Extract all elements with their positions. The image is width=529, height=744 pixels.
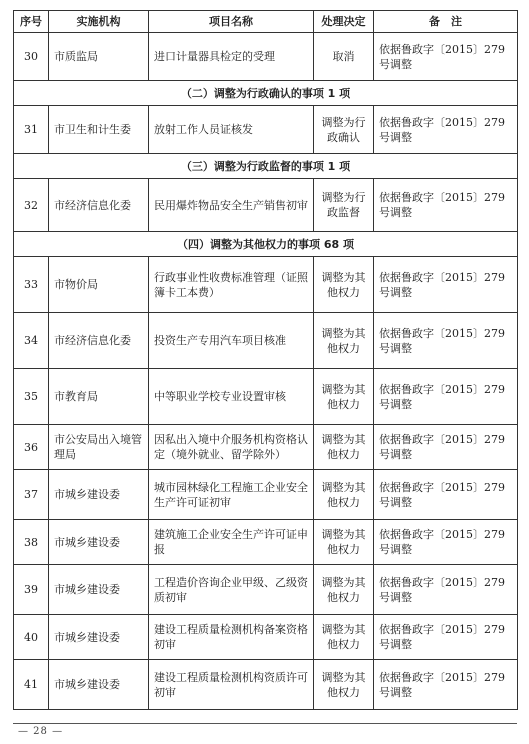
row-note: 依据鲁政字〔2015〕279号调整: [374, 660, 518, 710]
row-no: 34: [14, 313, 49, 369]
row-decision: 调整为其他权力: [314, 425, 374, 470]
table-row: [14, 425, 518, 470]
row-name: 建设工程质量检测机构备案资格初审: [149, 615, 314, 660]
row-note: 依据鲁政字〔2015〕279号调整: [374, 615, 518, 660]
table-row: [14, 520, 518, 565]
row-name: 民用爆炸物品安全生产销售初审: [149, 179, 314, 232]
row-note: 依据鲁政字〔2015〕279号调整: [374, 369, 518, 425]
table-row: [14, 179, 518, 232]
row-name: 进口计量器具检定的受理: [149, 33, 314, 81]
row-org: 市教育局: [49, 369, 149, 425]
row-decision: 调整为行政监督: [314, 179, 374, 232]
row-decision: 调整为行政确认: [314, 106, 374, 154]
row-no: 32: [14, 179, 49, 232]
header-note: 备 注: [374, 11, 518, 33]
row-note: 依据鲁政字〔2015〕279号调整: [374, 179, 518, 232]
section-row: [14, 232, 518, 257]
page-number: — 28 —: [18, 726, 64, 737]
row-note: 依据鲁政字〔2015〕279号调整: [374, 106, 518, 154]
row-org: 市城乡建设委: [49, 660, 149, 710]
row-name: 行政事业性收费标准管理（证照簿卡工本费）: [149, 257, 314, 313]
row-no: 38: [14, 520, 49, 565]
table-row: [14, 470, 518, 520]
table-row: [14, 313, 518, 369]
row-no: 30: [14, 33, 49, 81]
row-note: 依据鲁政字〔2015〕279号调整: [374, 470, 518, 520]
row-decision: 调整为其他权力: [314, 520, 374, 565]
row-decision: 取消: [314, 33, 374, 81]
row-name: 中等职业学校专业设置审核: [149, 369, 314, 425]
table-row: [14, 369, 518, 425]
table-row: [14, 660, 518, 710]
row-no: 39: [14, 565, 49, 615]
row-note: 依据鲁政字〔2015〕279号调整: [374, 425, 518, 470]
section-title: （二）调整为行政确认的事项 1 项: [14, 81, 518, 106]
row-org: 市公安局出入境管理局: [49, 425, 149, 470]
row-no: 33: [14, 257, 49, 313]
section-title: （三）调整为行政监督的事项 1 项: [14, 154, 518, 179]
row-name: 工程造价咨询企业甲级、乙级资质初审: [149, 565, 314, 615]
row-note: 依据鲁政字〔2015〕279号调整: [374, 257, 518, 313]
row-org: 市城乡建设委: [49, 615, 149, 660]
header-no: 序号: [14, 11, 49, 33]
row-org: 市城乡建设委: [49, 565, 149, 615]
row-org: 市质监局: [49, 33, 149, 81]
table-row: [14, 565, 518, 615]
row-decision: 调整为其他权力: [314, 257, 374, 313]
row-name: 放射工作人员证核发: [149, 106, 314, 154]
adjustment-table: [13, 10, 518, 710]
table-header-row: [14, 11, 518, 33]
row-org: 市城乡建设委: [49, 520, 149, 565]
row-decision: 调整为其他权力: [314, 615, 374, 660]
row-decision: 调整为其他权力: [314, 313, 374, 369]
row-note: 依据鲁政字〔2015〕279号调整: [374, 520, 518, 565]
row-name: 城市园林绿化工程施工企业安全生产许可证初审: [149, 470, 314, 520]
table-row: [14, 33, 518, 81]
row-name: 建设工程质量检测机构资质许可初审: [149, 660, 314, 710]
row-no: 37: [14, 470, 49, 520]
row-org: 市城乡建设委: [49, 470, 149, 520]
table-row: [14, 615, 518, 660]
row-no: 31: [14, 106, 49, 154]
table-row: [14, 257, 518, 313]
header-org: 实施机构: [49, 11, 149, 33]
section-row: [14, 81, 518, 106]
table-row: [14, 106, 518, 154]
row-org: 市卫生和计生委: [49, 106, 149, 154]
section-row: [14, 154, 518, 179]
row-note: 依据鲁政字〔2015〕279号调整: [374, 565, 518, 615]
row-org: 市经济信息化委: [49, 313, 149, 369]
row-no: 40: [14, 615, 49, 660]
row-no: 36: [14, 425, 49, 470]
section-title: （四）调整为其他权力的事项 68 项: [14, 232, 518, 257]
footer-divider: [13, 723, 517, 724]
row-no: 41: [14, 660, 49, 710]
row-note: 依据鲁政字〔2015〕279号调整: [374, 313, 518, 369]
row-decision: 调整为其他权力: [314, 470, 374, 520]
row-org: 市物价局: [49, 257, 149, 313]
row-name: 因私出入境中介服务机构资格认定（境外就业、留学除外）: [149, 425, 314, 470]
row-org: 市经济信息化委: [49, 179, 149, 232]
row-decision: 调整为其他权力: [314, 565, 374, 615]
row-name: 建筑施工企业安全生产许可证申报: [149, 520, 314, 565]
row-decision: 调整为其他权力: [314, 660, 374, 710]
row-note: 依据鲁政字〔2015〕279号调整: [374, 33, 518, 81]
row-decision: 调整为其他权力: [314, 369, 374, 425]
header-name: 项目名称: [149, 11, 314, 33]
header-decision: 处理决定: [314, 11, 374, 33]
row-name: 投资生产专用汽车项目核准: [149, 313, 314, 369]
row-no: 35: [14, 369, 49, 425]
